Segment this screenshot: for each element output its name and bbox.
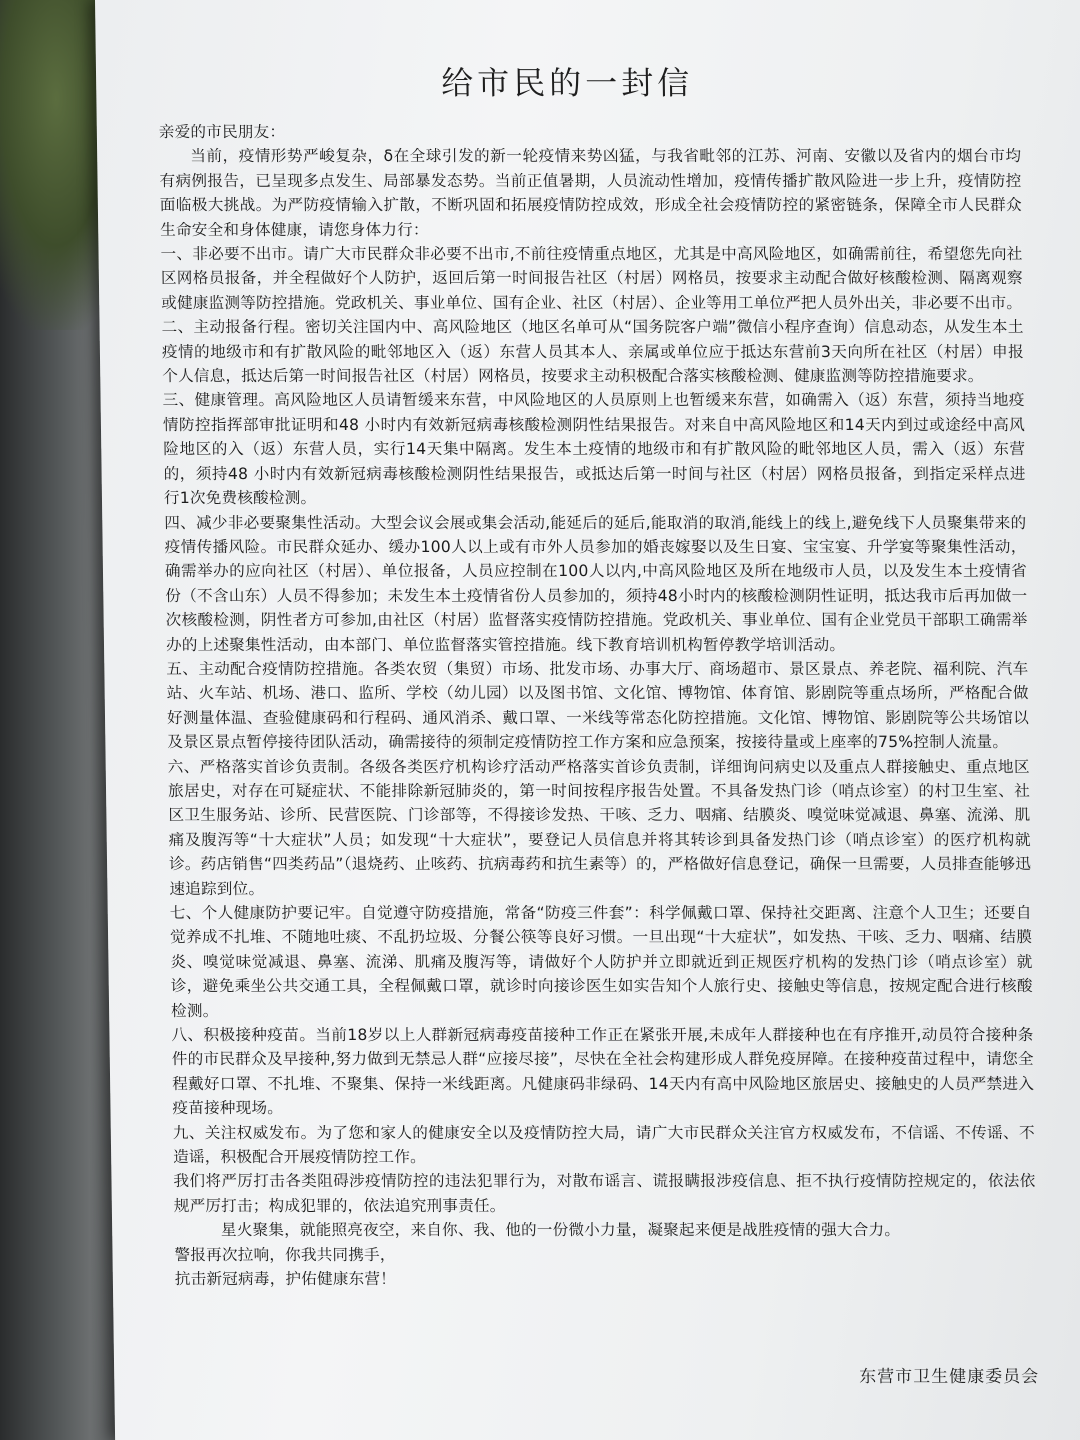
letter-title: 给市民的一封信 [440, 64, 694, 102]
letter-item-4: 四、减少非必要聚集性活动。大型会议会展或集会活动,能延后的延后,能取消的取消,能线上的线上,避免线下人员聚集带来的疫情传播风险。市民群众延办、缓办100人以上或有市外人员参加的婚丧嫁娶以及生日宴、宝宝宴、升学宴等聚集性活动，确需举办的应向社区（村居）、单位报备，人员应控制在100人以内,中高风险地区及所在地级市人员，以及发生本土疫情省份（不含山东）人员不得参加；未发生本土疫情省份人员参加的，须持48小时内的核酸检测阴性证明，抵达我市后再加做一次核酸检测，阴性者方可参加,由社区（村居）监督落实疫情防控措施。党政机关、事业单位、国有企业党员干部职工确需举办的上述聚集性活动，由本部门、单位监督落实管控措施。线下教育培训机构暂停教学培训活动。 [164, 513, 1028, 654]
letter-item-7: 七、个人健康防护要记牢。自觉遵守防疫措施，常备“防疫三件套”：科学佩戴口罩、保持社交距离、注意个人卫生；还要自觉养成不扎堆、不随地吐痰、不乱扔垃圾、分餐公筷等良好习惯。一旦出现“十大症状”，如发热、干咳、乏力、咽痛、结膜炎、嗅觉味觉减退、鼻塞、流涕、肌痛及腹泻等，请做好个人防护并立即就近到正规医疗机构的发热门诊（哨点诊室）就诊，避免乘坐公共交通工具，全程佩戴口罩，就诊时向接诊医生如实告知个人旅行史、接触史等信息，按规定配合进行核酸检测。 [169, 904, 1033, 1020]
letter-body [159, 120, 1037, 1292]
letter-item-1: 一、非必要不出市。请广大市民群众非必要不出市,不前往疫情重点地区，尤其是中高风险地区，如确需前往，希望您先向社区网格员报备，并全程做好个人防护，返回后第一时间报告社区（村居）网格员，按要求主动配合做好核酸检测、隔离观察或健康监测等防控措施。党政机关、事业单位、国有企业、社区（村居）、企业等用工单位严把人员外出关，非必要不出市。 [160, 245, 1024, 312]
letter-signature: 东营市卫生健康委员会 [859, 1367, 1040, 1387]
letter-sheet [95, 0, 1080, 1440]
letter-warning: 我们将严厉打击各类阻碍涉疫情防控的违法犯罪行为，对散布谣言、谎报瞒报涉疫信息、拒不执行疫情防控规定的，依法依规严厉打击；构成犯罪的，依法追究刑事责任。 [173, 1172, 1036, 1215]
letter-closing-3: 抗击新冠病毒，护佑健康东营！ [174, 1270, 397, 1289]
letter-item-8: 八、积极接种疫苗。当前18岁以上人群新冠病毒疫苗接种工作正在紧张开展,未成年人群接种也在有序推开,动员符合接种条件的市民群众及早接种,努力做到无禁忌人群“应接尽接”，尽快在全社会构建形成人群免疫屏障。在接种疫苗过程中，请您全程戴好口罩、不扎堆、不聚集、保持一米线距离。凡健康码非绿码、14天内有高中风险地区旅居史、接触史的人员严禁进入疫苗接种现场。 [171, 1026, 1035, 1118]
letter-intro: 当前，疫情形势严峻复杂，δ在全球引发的新一轮疫情来势凶猛，与我省毗邻的江苏、河南、安徽以及省内的烟台市均有病例报告，已呈现多点发生、局部暴发态势。当前正值暑期，人员流动性增加，疫情传播扩散风险进一步上升，疫情防控面临极大挑战。为严防疫情输入扩散，不断巩固和拓展疫情防控成效，形成全社会疫情防控的紧密链条，保障全市人民群众生命安全和身体健康，请您身体力行： [159, 147, 1022, 239]
letter-item-3: 三、健康管理。高风险地区人员请暂缓来东营，中风险地区的人员原则上也暂缓来东营，如确需入（返）东营，须持当地疫情防控指挥部审批证明和48 小时内有效新冠病毒核酸检测阴性结果报告。对来自中高风险地区和14天内到过或途经中高风险地区的入（返）东营人员，实行14天集中隔离。发生本土疫情的地级市和有扩散风险的毗邻地区人员，需入（返）东营的，须持48 小时内有效新冠病毒核酸检测阴性结果报告，或抵达后第一时间与社区（村居）网格员报备，到指定采样点进行1次免费核酸检测。 [162, 391, 1026, 508]
letter-closing-1: 星火聚集，就能照亮夜空，来自你、我、他的一份微小力量，凝聚起来便是战胜疫情的强大合力。 [220, 1221, 901, 1240]
letter-item-2: 二、主动报备行程。密切关注国内中、高风险地区（地区名单可从“国务院客户端”微信小程序查询）信息动态，从发生本土疫情的地级市和有扩散风险的毗邻地区入（返）东营人员其本人、亲属或单位应于抵达东营前3天向所在社区（村居）申报个人信息，抵达后第一时间报告社区（村居）网格员，按要求主动积极配合落实核酸检测、健康监测等防控措施要求。 [161, 318, 1025, 386]
letter-item-5: 五、主动配合疫情防控措施。各类农贸（集贸）市场、批发市场、办事大厅、商场超市、景区景点、养老院、福利院、汽车站、火车站、机场、港口、监所、学校（幼儿园）以及图书馆、文化馆、博物馆、体育馆、影剧院等重点场所，严格配合做好测量体温、查验健康码和行程码、通风消杀、戴口罩、一米线等常态化防控措施。文化馆、博物馆、影剧院等公共场馆以及景区景点暂停接待团队活动，确需接待的须制定疫情防控工作方案和应急预案，按接待量或上座率的75%控制人流量。 [166, 659, 1030, 752]
letter-item-9: 九、关注权威发布。为了您和家人的健康安全以及疫情防控大局，请广大市民群众关注官方权威发布，不信谣、不传谣、不造谣，积极配合开展疫情防控工作。 [172, 1123, 1035, 1167]
letter-closing-2: 警报再次拉响，你我共同携手， [174, 1245, 396, 1264]
letter-greeting: 亲爱的市民朋友： [158, 123, 286, 141]
letter-item-6: 六、严格落实首诊负责制。各级各类医疗机构诊疗活动严格落实首诊负责制，详细询问病史以及重点人群接触史、重点地区旅居史，对存在可疑症状、不能排除新冠肺炎的，第一时间按程序报告处置。不具备发热门诊（哨点诊室）的村卫生室、社区卫生服务站、诊所、民营医院、门诊部等，不得接诊发热、干咳、乏力、咽痛、结膜炎、嗅觉味觉减退、鼻塞、流涕、肌痛及腹泻等“十大症状”人员；如发现“十大症状”，要登记人员信息并将其转诊到具备发热门诊（哨点诊室）的医疗机构就诊。药店销售“四类药品”（退烧药、止咳药、抗病毒药和抗生素等）的，严格做好信息登记，确保一旦需要，人员排查能够迅速追踪到位。 [167, 757, 1032, 898]
